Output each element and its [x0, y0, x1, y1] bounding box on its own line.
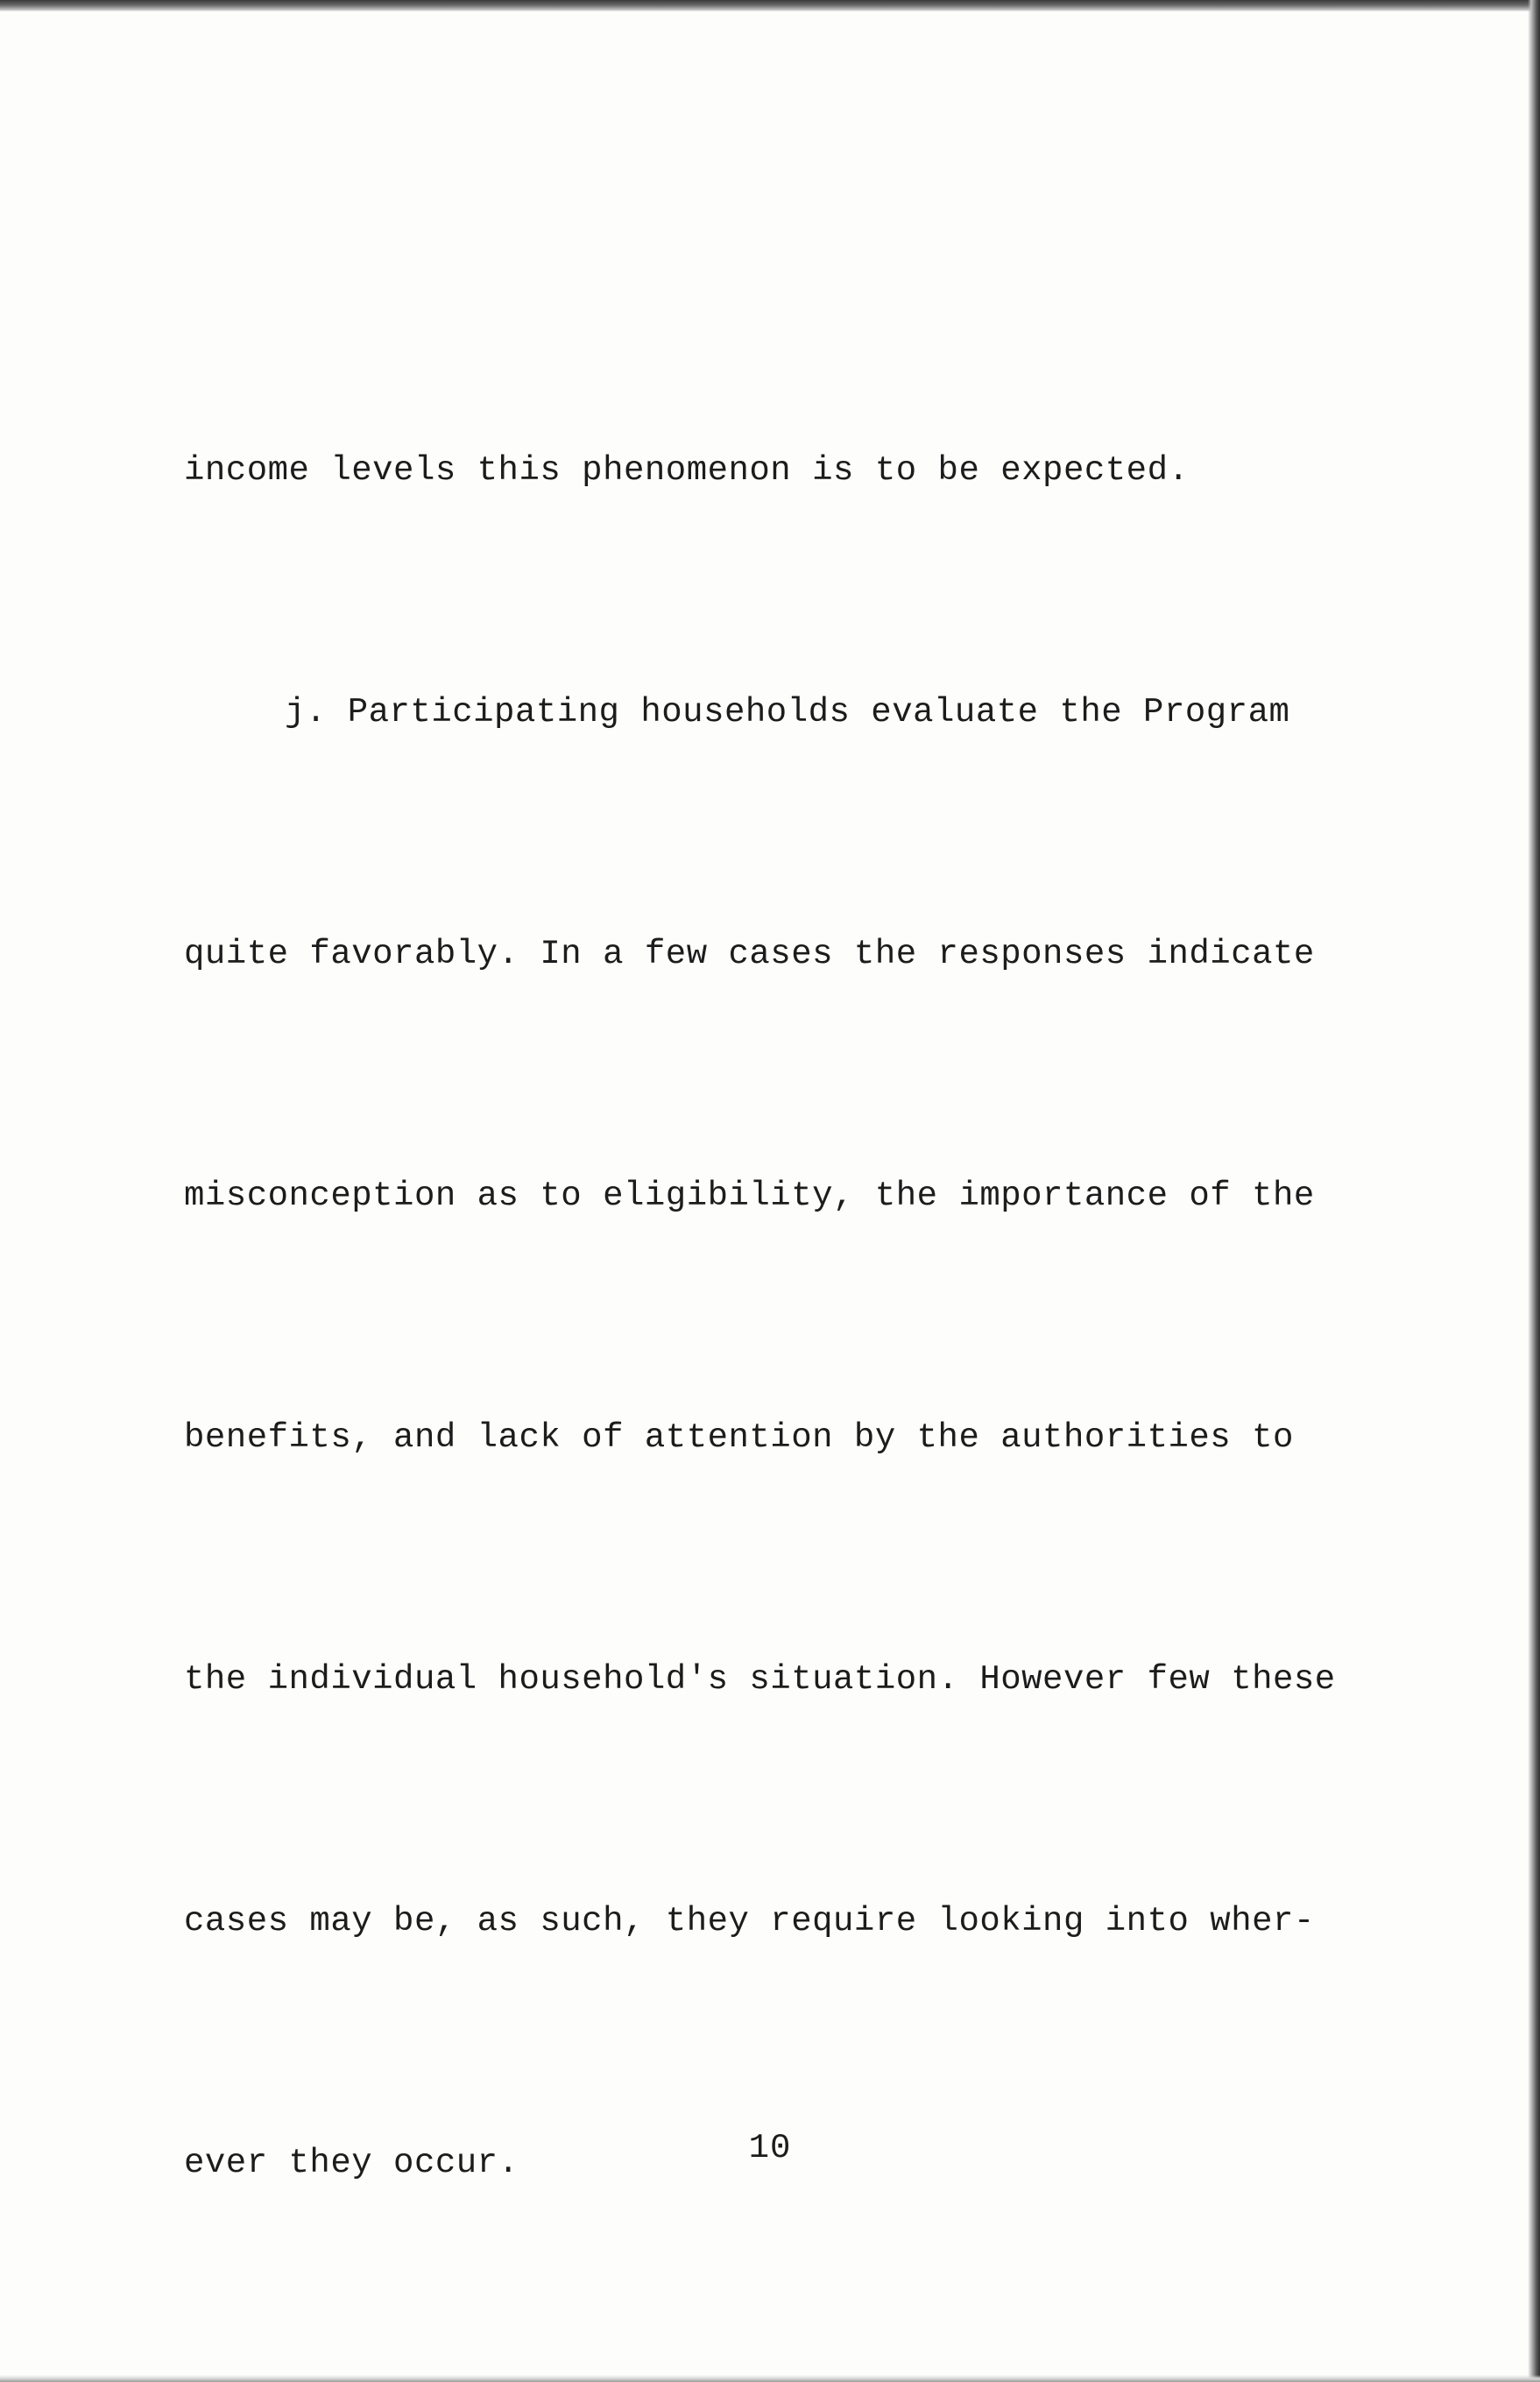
text-line: j. Participating households evaluate the Program	[285, 693, 1290, 732]
scan-top-edge	[0, 0, 1540, 11]
page-number: 10	[748, 2129, 792, 2167]
body-text	[184, 269, 1375, 2364]
text-line: benefits, and lack of attention by the authorities to	[184, 1418, 1294, 1457]
text-line: cases may be, as such, they require looking into wher-	[184, 1902, 1315, 1940]
text-line: income levels this phenomenon is to be expected.	[184, 451, 1190, 490]
text-line: misconception as to eligibility, the importance of the	[184, 1177, 1315, 1215]
scan-right-edge	[1528, 0, 1540, 2382]
text-line: ever they occur.	[184, 2144, 519, 2182]
text-line: the individual household's situation. However few these	[184, 1660, 1336, 1699]
text-line: quite favorably. In a few cases the responses indicate	[184, 935, 1315, 973]
scan-bottom-edge	[0, 2375, 1540, 2382]
